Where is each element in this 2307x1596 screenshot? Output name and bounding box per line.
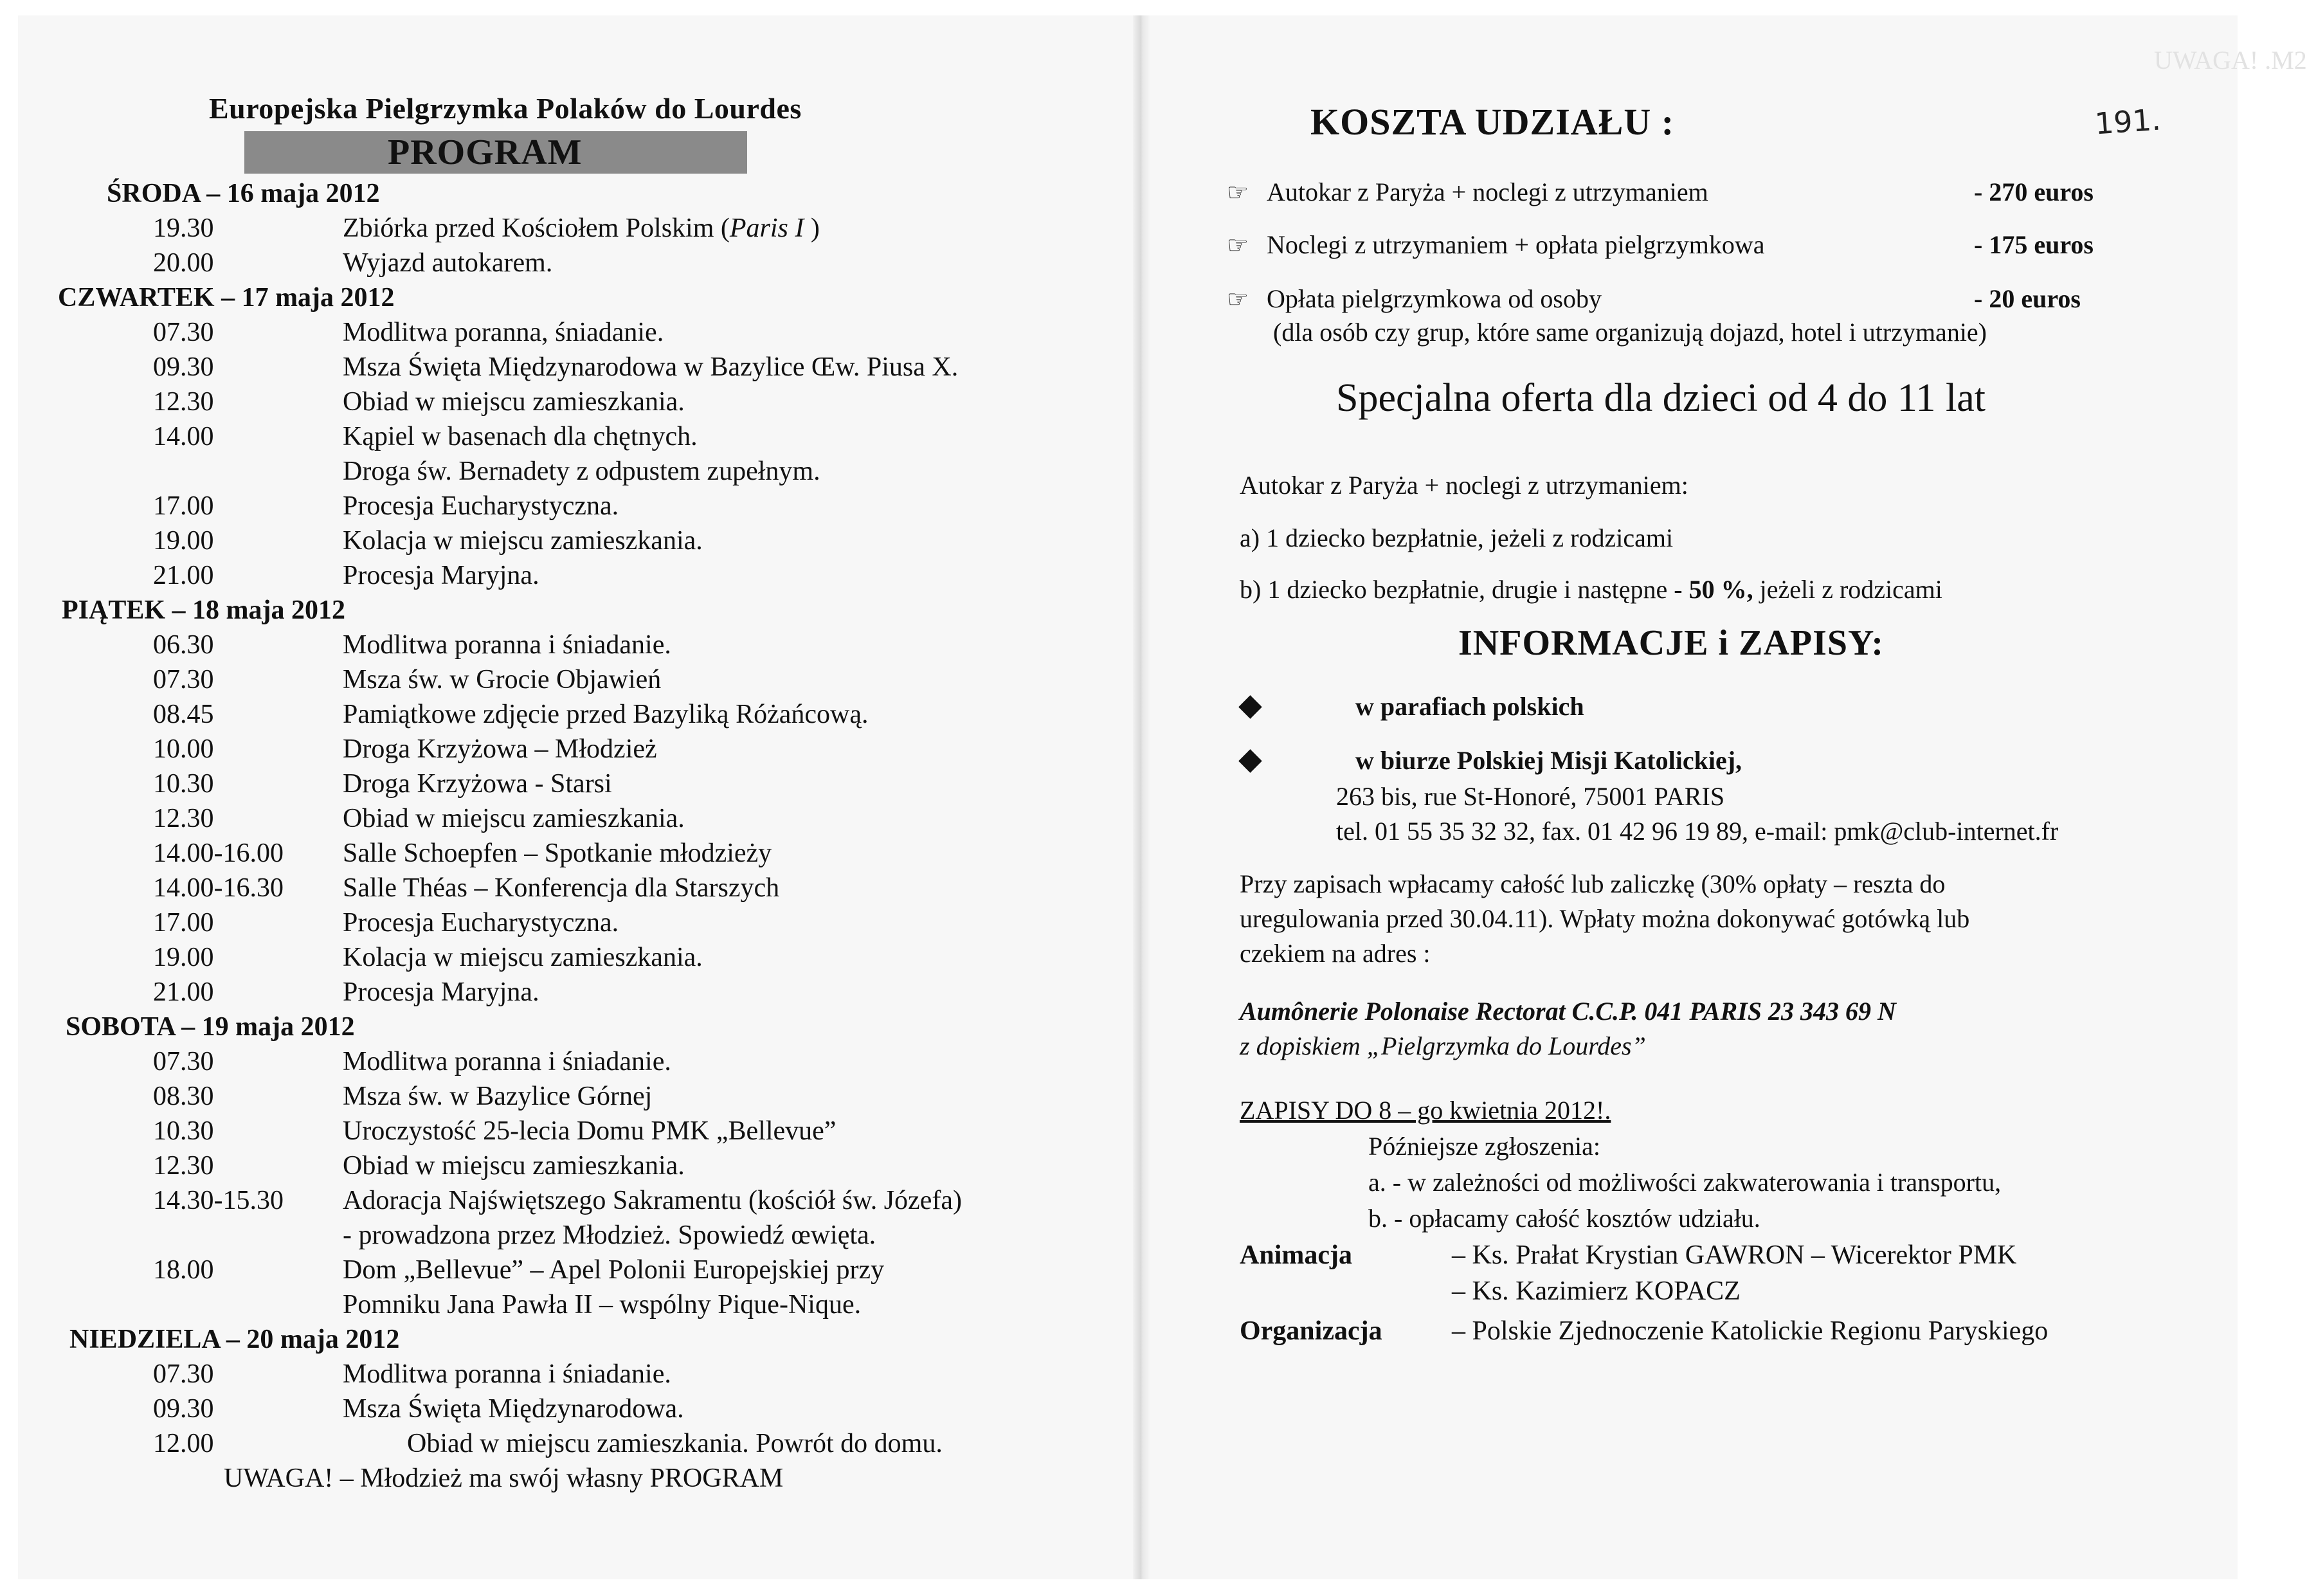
event-description: Dom „Bellevue” – Apel Polonii Europejskiej przy <box>343 1255 885 1285</box>
child-offer-b-condition: jeżeli z rodzicami <box>1753 575 1942 604</box>
schedule-row <box>18 628 1133 662</box>
cost-label: Opłata pielgrzymkowa od osoby <box>1267 284 1602 313</box>
schedule-row <box>18 315 1133 350</box>
payee: Aumônerie Polonaise Rectorat C.C.P. 041 PARIS 23 343 69 N <box>1240 997 1896 1026</box>
late-registration-title: Późniejsze zgłoszenia: <box>1368 1132 1600 1161</box>
schedule-row <box>18 697 1133 732</box>
event-description: Msza św. w Bazylice Górnej <box>343 1082 653 1111</box>
event-time: 19.00 <box>153 526 214 556</box>
event-time: 08.30 <box>153 1082 214 1111</box>
schedule-row <box>18 766 1133 801</box>
program-heading: PROGRAM <box>388 132 583 172</box>
event-description: Obiad w miejscu zamieszkania. Powrót do domu. <box>407 1429 943 1458</box>
schedule-row <box>18 454 1133 489</box>
cost-price: - 20 euros <box>1974 284 2081 313</box>
event-description: Procesja Maryjna. <box>343 977 539 1007</box>
event-description: Modlitwa poranna i śniadanie. <box>343 1359 671 1389</box>
event-time: 09.30 <box>153 352 214 382</box>
youth-program-note: UWAGA! – Młodzież ma swój własny PROGRAM <box>224 1464 784 1493</box>
payment-text: uregulowania przed 30.04.11). Wpłaty można dokonywać gotówką lub <box>1240 904 1970 933</box>
cost-row <box>1227 175 2178 210</box>
hand-pointer-icon: ☞ <box>1227 231 1249 259</box>
handwritten-number: 191. <box>2094 102 2162 141</box>
diamond-bullet-icon: ◆ <box>1238 687 1262 723</box>
schedule-row <box>18 1287 1133 1322</box>
event-description: Modlitwa poranna i śniadanie. <box>343 1047 671 1076</box>
event-description: Msza Święta Międzynarodowa w Bazylice Œw. Piusa X. <box>343 352 959 382</box>
schedule-row <box>18 1148 1133 1183</box>
event-description: Obiad w miejscu zamieszkania. <box>343 804 685 833</box>
event-time: 10.30 <box>153 1116 214 1146</box>
event-description: - prowadzona przez Młodzież. Spowiedź œwięta. <box>343 1220 876 1250</box>
schedule-row <box>18 385 1133 419</box>
event-description: Obiad w miejscu zamieszkania. <box>343 387 685 417</box>
event-time: 14.00 <box>153 422 214 451</box>
info-heading: INFORMACJE i ZAPISY: <box>1458 623 1884 663</box>
schedule-row <box>18 350 1133 385</box>
day-heading: NIEDZIELA – 20 maja 2012 <box>69 1325 400 1354</box>
event-description: Pamiątkowe zdjęcie przed Bazyliką Różańcową. <box>343 700 869 729</box>
hand-pointer-icon: ☞ <box>1227 285 1249 313</box>
event-time: 10.00 <box>153 734 214 764</box>
schedule-row <box>18 975 1133 1010</box>
event-time: 17.00 <box>153 908 214 938</box>
schedule-row <box>18 1079 1133 1114</box>
page-fold <box>1133 15 1150 1579</box>
event-time: 20.00 <box>153 248 214 278</box>
schedule-row <box>18 662 1133 697</box>
event-description: Uroczystość 25-lecia Domu PMK „Bellevue” <box>343 1116 837 1146</box>
event-time: 19.00 <box>153 943 214 972</box>
event-time: 07.30 <box>153 318 214 347</box>
child-offer-intro: Autokar z Paryża + noclegi z utrzymaniem: <box>1240 471 1688 500</box>
organizacja-label: Organizacja <box>1240 1316 1382 1346</box>
info-item: w parafiach polskich <box>1355 692 1584 721</box>
organizacja-value: – Polskie Zjednoczenie Katolickie Regionu Paryskiego <box>1452 1316 2049 1346</box>
costs-note: (dla osób czy grup, które same organizują dojazd, hotel i utrzymanie) <box>1273 318 1987 347</box>
day-heading: SOBOTA – 19 maja 2012 <box>66 1012 355 1042</box>
event-description: Msza Święta Międzynarodowa. <box>343 1394 684 1424</box>
address-street: 263 bis, rue St-Honoré, 75001 PARIS <box>1336 782 1725 811</box>
child-offer-b-discount: 50 %, <box>1688 575 1753 604</box>
payee-note: z dopiskiem „Pielgrzymka do Lourdes” <box>1240 1031 1646 1060</box>
animacja-person: – Ks. Prałat Krystian GAWRON – Wicerektor PMK <box>1452 1240 2017 1270</box>
schedule-row <box>18 1426 1133 1461</box>
event-description: Procesja Maryjna. <box>343 561 539 590</box>
event-description: Droga Krzyżowa - Starsi <box>343 769 612 799</box>
booklet-title: Europejska Pielgrzymka Polaków do Lourdes <box>209 92 802 125</box>
registration-deadline: ZAPISY DO 8 – go kwietnia 2012!. <box>1240 1096 1611 1125</box>
child-offer-a: a) 1 dziecko bezpłatnie, jeżeli z rodzicami <box>1240 523 1674 552</box>
schedule-row <box>18 1357 1133 1392</box>
info-item: w biurze Polskiej Misji Katolickiej, <box>1355 746 1742 775</box>
event-time: 09.30 <box>153 1394 214 1424</box>
payment-text: czekiem na adres : <box>1240 939 1431 968</box>
event-time: 07.30 <box>153 1359 214 1389</box>
schedule-row <box>18 489 1133 523</box>
event-time: 21.00 <box>153 561 214 590</box>
late-registration-b: b. - opłacamy całość kosztów udziału. <box>1368 1204 1760 1233</box>
cost-label: Autokar z Paryża + noclegi z utrzymaniem <box>1267 177 1708 206</box>
event-time: 19.30 <box>153 213 214 243</box>
schedule-row <box>18 1114 1133 1148</box>
schedule-row <box>18 246 1133 280</box>
event-description: Adoracja Najświętszego Sakramentu (kościół św. Józefa) <box>343 1186 962 1215</box>
day-heading: CZWARTEK – 17 maja 2012 <box>58 283 395 313</box>
event-time: 14.00-16.30 <box>153 873 284 903</box>
costs-info-page <box>1150 15 2238 1579</box>
schedule-row <box>18 419 1133 454</box>
late-registration-a: a. - w zależności od możliwości zakwaterowania i transportu, <box>1368 1168 2002 1197</box>
schedule-row <box>18 211 1133 246</box>
event-time: 12.30 <box>153 804 214 833</box>
event-description: Salle Schoepfen – Spotkanie młodzieży <box>343 839 772 868</box>
child-offer-b <box>1240 572 1942 607</box>
cost-label: Noclegi z utrzymaniem + opłata pielgrzymkowa <box>1267 230 1765 259</box>
schedule-row <box>18 1183 1133 1218</box>
program-page <box>18 15 1133 1579</box>
event-description: Salle Théas – Konferencja dla Starszych <box>343 873 780 903</box>
event-description: Obiad w miejscu zamieszkania. <box>343 1151 685 1181</box>
event-description: Pomniku Jana Pawła II – wspólny Pique-Nique. <box>343 1290 862 1319</box>
day-heading: PIĄTEK – 18 maja 2012 <box>62 595 345 625</box>
event-time: 12.30 <box>153 387 214 417</box>
event-description: Kolacja w miejscu zamieszkania. <box>343 526 703 556</box>
event-text: Zbiórka przed Kościołem Polskim ( <box>343 213 730 243</box>
event-time: 10.30 <box>153 769 214 799</box>
schedule-row <box>18 1253 1133 1287</box>
event-description: Droga Krzyżowa – Młodzież <box>343 734 657 764</box>
diamond-bullet-icon: ◆ <box>1238 741 1262 777</box>
schedule-row <box>18 1218 1133 1253</box>
event-description: Msza św. w Grocie Objawień <box>343 665 662 694</box>
event-description: Modlitwa poranna i śniadanie. <box>343 630 671 660</box>
cost-price: - 175 euros <box>1974 230 2094 259</box>
event-time: 12.30 <box>153 1151 214 1181</box>
event-time: 07.30 <box>153 665 214 694</box>
event-time: 21.00 <box>153 977 214 1007</box>
cost-row <box>1227 282 2178 316</box>
address-contact: tel. 01 55 35 32 32, fax. 01 42 96 19 89, e-mail: pmk@club-internet.fr <box>1336 817 2059 846</box>
event-description: Droga św. Bernadety z odpustem zupełnym. <box>343 457 820 486</box>
event-time: 17.00 <box>153 491 214 521</box>
event-time: 12.00 <box>153 1429 214 1458</box>
event-text: ) <box>804 213 820 243</box>
event-description: Kolacja w miejscu zamieszkania. <box>343 943 703 972</box>
schedule-row <box>18 940 1133 975</box>
schedule-row <box>18 1044 1133 1079</box>
day-heading: ŚRODA – 16 maja 2012 <box>107 179 380 208</box>
schedule-row <box>18 905 1133 940</box>
schedule-row <box>18 1392 1133 1426</box>
child-offer-b-text: b) 1 dziecko bezpłatnie, drugie i następne - <box>1240 575 1689 604</box>
event-time: 14.30-15.30 <box>153 1186 284 1215</box>
event-description <box>343 211 820 246</box>
schedule-row <box>18 732 1133 766</box>
schedule-row <box>18 801 1133 836</box>
schedule-row <box>18 558 1133 593</box>
animacja-person: – Ks. Kazimierz KOPACZ <box>1452 1276 1741 1306</box>
animacja-label: Animacja <box>1240 1240 1352 1270</box>
show-through-text: UWAGA! .M2 <box>2154 46 2307 75</box>
event-time: 18.00 <box>153 1255 214 1285</box>
event-description: Procesja Eucharystyczna. <box>343 491 619 521</box>
schedule-row <box>18 523 1133 558</box>
event-description: Wyjazd autokarem. <box>343 248 553 278</box>
cost-price: - 270 euros <box>1974 177 2094 206</box>
cost-row <box>1227 228 2178 262</box>
event-text-italic: Paris I <box>729 213 804 243</box>
event-description: Procesja Eucharystyczna. <box>343 908 619 938</box>
costs-heading: KOSZTA UDZIAŁU : <box>1310 101 1675 143</box>
schedule <box>18 176 1133 1496</box>
event-description: Modlitwa poranna, śniadanie. <box>343 318 664 347</box>
event-time: 06.30 <box>153 630 214 660</box>
event-description: Kąpiel w basenach dla chętnych. <box>343 422 698 451</box>
schedule-row <box>18 871 1133 905</box>
schedule-row <box>18 836 1133 871</box>
special-offer-heading: Specjalna oferta dla dzieci od 4 do 11 lat <box>1336 376 1986 420</box>
event-time: 07.30 <box>153 1047 214 1076</box>
event-time: 14.00-16.00 <box>153 839 284 868</box>
event-time: 08.45 <box>153 700 214 729</box>
payment-text: Przy zapisach wpłacamy całość lub zaliczkę (30% opłaty – reszta do <box>1240 869 1946 898</box>
hand-pointer-icon: ☞ <box>1227 178 1249 206</box>
